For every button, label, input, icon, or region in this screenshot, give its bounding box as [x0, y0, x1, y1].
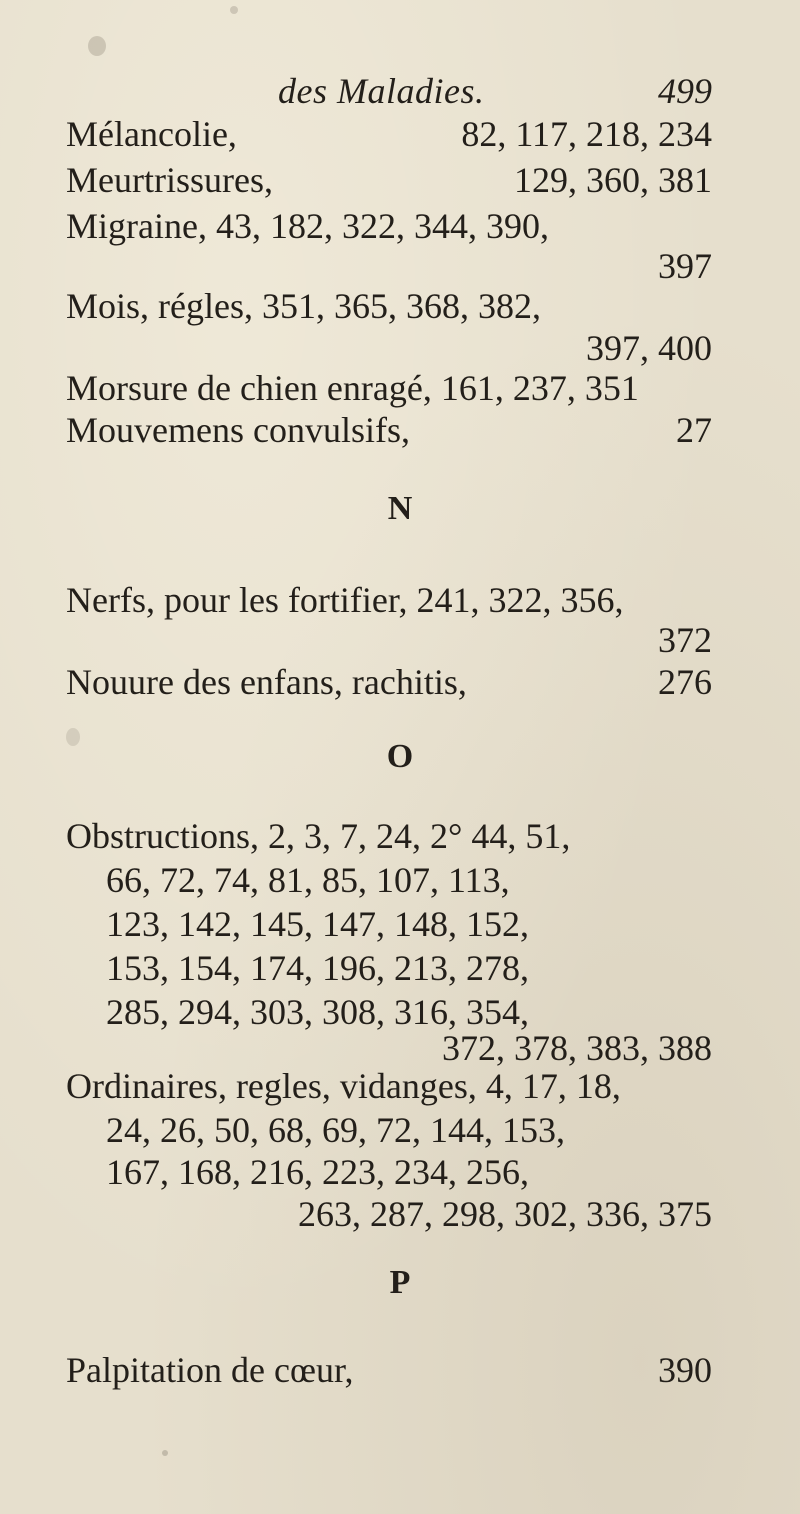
index-entry-nerfs: [66, 580, 712, 620]
page-number: 499: [658, 71, 712, 111]
index-entry-obstructions: [66, 816, 712, 856]
entry-term: Migraine, 43, 182, 322, 344, 390,: [66, 206, 549, 246]
entry-term: Morsure de chien enragé, 161, 237, 351: [66, 368, 639, 408]
entry-continuation: 263, 287, 298, 302, 336, 375: [298, 1194, 712, 1234]
index-entry-meurtrissures: [66, 160, 712, 200]
entry-continuation: 372: [658, 620, 712, 660]
entry-continuation: 167, 168, 216, 223, 234, 256,: [106, 1152, 529, 1192]
entry-continuation: 24, 26, 50, 68, 69, 72, 144, 153,: [106, 1110, 565, 1150]
index-entry-nouure: [66, 662, 712, 702]
entry-refs: 27: [676, 410, 712, 450]
section-letter-o: O: [386, 738, 414, 775]
entry-refs: 82, 117, 218, 234: [461, 114, 712, 154]
paper-stain: [66, 728, 80, 746]
entry-refs: 390: [658, 1350, 712, 1390]
entry-term: Nouure des enfans, rachitis,: [66, 662, 467, 702]
index-entry-mouvemens: [66, 410, 712, 450]
paper-stain: [88, 36, 106, 56]
entry-term: Mélancolie,: [66, 114, 237, 154]
section-letter-p: P: [389, 1264, 411, 1301]
index-entry-palpitation: [66, 1350, 712, 1390]
entry-continuation: 123, 142, 145, 147, 148, 152,: [106, 904, 529, 944]
entry-continuation: 153, 154, 174, 196, 213, 278,: [106, 948, 529, 988]
index-entry-morsure: [66, 368, 712, 408]
entry-term: Meurtrissures,: [66, 160, 273, 200]
entry-continuation: 66, 72, 74, 81, 85, 107, 113,: [106, 860, 510, 900]
entry-term: Ordinaires, regles, vidanges, 4, 17, 18,: [66, 1066, 621, 1106]
index-entry-melancolie: [66, 114, 712, 154]
entry-term: Mouvemens convulsifs,: [66, 410, 410, 450]
entry-term: Obstructions, 2, 3, 7, 24, 2° 44, 51,: [66, 816, 571, 856]
entry-term: Mois, régles, 351, 365, 368, 382,: [66, 286, 541, 326]
index-entry-mois: [66, 286, 712, 326]
paper-stain: [162, 1450, 168, 1456]
running-title: des Maladies.: [278, 71, 485, 111]
page-header: [66, 70, 712, 120]
section-letter-n: N: [387, 490, 413, 527]
entry-continuation: 397: [658, 246, 712, 286]
entry-term: Palpitation de cœur,: [66, 1350, 354, 1390]
entry-refs: 129, 360, 381: [514, 160, 712, 200]
paper-stain: [230, 6, 238, 14]
entry-continuation: 285, 294, 303, 308, 316, 354,: [106, 992, 529, 1032]
entry-refs: 276: [658, 662, 712, 702]
index-entry-ordinaires: [66, 1066, 712, 1106]
entry-continuation: 372, 378, 383, 388: [442, 1028, 712, 1068]
index-entry-migraine: [66, 206, 712, 246]
entry-continuation: 397, 400: [586, 328, 712, 368]
entry-term: Nerfs, pour les fortifier, 241, 322, 356,: [66, 580, 624, 620]
